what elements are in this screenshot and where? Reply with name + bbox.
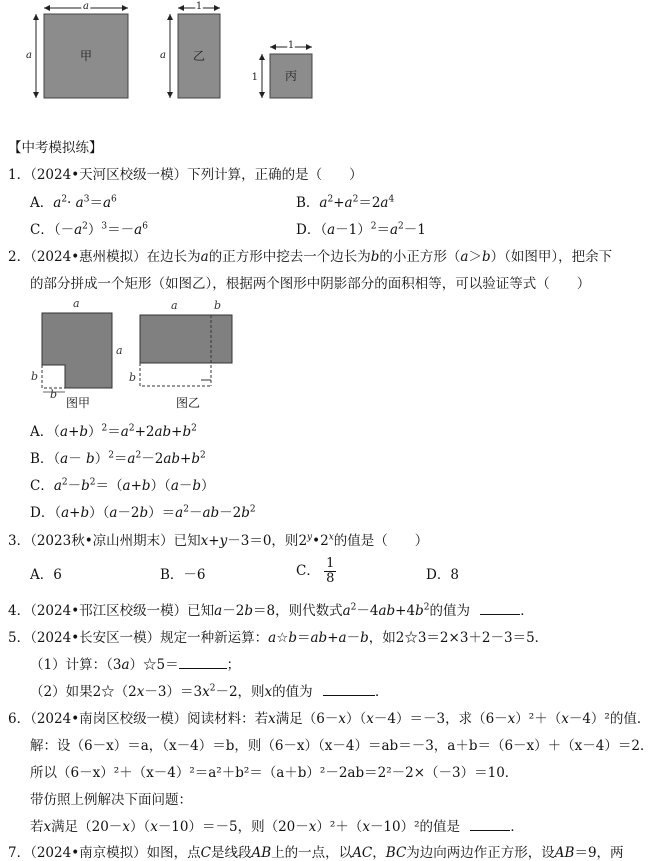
q6-line1: 6．（2024•南岗区校级一模）阅读材料：若x满足（6－x）（x－4）＝－3，求（6－x）²＋（x－4）²的值． — [8, 711, 651, 727]
svg-text:a: a — [26, 50, 32, 61]
q5-part2: （2）如果$2☆(2x-3)=3x^2-2$，则x的值为 ． — [30, 683, 389, 700]
svg-text:图乙: 图乙 — [175, 396, 201, 410]
q3-option-a[interactable]: A．6 — [30, 567, 62, 583]
svg-text:a: a — [116, 344, 123, 357]
svg-text:丙: 丙 — [284, 69, 298, 83]
svg-text:a: a — [171, 299, 178, 312]
q2-option-a[interactable]: A．$(a+b)^2=a^2+2ab+b^2$ — [30, 423, 197, 440]
q4-answer-blank[interactable] — [480, 602, 520, 615]
q7-stem: 7．（2024•南京模拟）如图，点C是线段AB上的一点，以AC，BC为边向两边作正方形，设AB＝9，两 — [8, 845, 624, 861]
q5-part1: （1）计算：（3a）☆5＝ ； — [30, 657, 241, 673]
q1-option-d[interactable]: D．$(a-1)^2=a^2-1$ — [296, 221, 426, 238]
q1-option-c[interactable]: C．$(-a^2)^3=-a^6$ — [30, 221, 148, 238]
svg-text:a: a — [73, 297, 80, 310]
svg-text:甲: 甲 — [79, 49, 93, 63]
q5-part1-blank[interactable] — [179, 656, 227, 669]
shape-jia — [42, 313, 112, 388]
svg-text:b: b — [50, 388, 58, 401]
q1-option-b[interactable]: B．$a^2+a^2=2a^4$ — [296, 194, 395, 211]
svg-text:b: b — [129, 371, 137, 384]
q1-option-a[interactable]: A．$a^2\cdot a^3=a^6$ — [30, 194, 117, 211]
q3-option-b[interactable]: B．－6 — [160, 567, 206, 583]
q5-part2-blank[interactable] — [323, 683, 375, 696]
q2-option-b[interactable]: B．$(a- b)^2=a^2-2ab+b^2$ — [30, 450, 206, 467]
q2-option-c[interactable]: C．$a^2-b^2=(a+b)(a-b)$ — [30, 477, 215, 494]
top-figures — [0, 0, 656, 110]
q2-stem-line2: 的部分拼成一个矩形（如图乙），根据两个图形中阴影部分的面积相等，可以验证等式（ ） — [30, 276, 591, 292]
svg-text:a: a — [83, 1, 89, 12]
q2-stem-line1: 2．（2024•惠州模拟）在边长为a的正方形中挖去一个边长为b的小正方形（a＞b）（如图甲），把余下 — [8, 249, 613, 265]
q4-stem: 4．（2024•邗江区校级一模）已知a－2b＝8，则代数式$a^2-4ab+4b^2$的值为 ． — [8, 602, 534, 619]
shape-yi — [140, 315, 232, 363]
q6-answer-blank[interactable] — [470, 818, 510, 831]
q2-figure — [25, 295, 255, 413]
section-title: 【中考模拟练】 — [8, 140, 103, 156]
svg-text:乙: 乙 — [192, 49, 206, 63]
q6-line2: 解：设（6－x）＝a，（x－4）＝b，则（6－x）（x－4）＝ab＝－3，a＋b＝（6－x）＋（x－4）＝2． — [30, 738, 654, 754]
svg-text:b: b — [31, 370, 39, 383]
svg-text:1: 1 — [287, 40, 295, 51]
q6-line4: 带仿照上例解决下面问题： — [30, 792, 192, 808]
q3-stem: 3．（2023秋•凉山州期末）已知x+y－3＝0，则2$^y$•2$^x$的值是（ ） — [8, 532, 429, 549]
q6-line5: 若x满足（20－x）（x－10）＝－5，则（20－x）²＋（x－10）²的值是 ． — [30, 819, 524, 835]
q6-line3: 所以（6－x）²＋（x－4）²＝a²＋b²＝（a＋b）²－2ab＝2²－2×（－3）＝10． — [30, 765, 519, 781]
q2-option-d[interactable]: D．$(a+b)(a-2b)=a^2-ab-2b^2$ — [30, 504, 256, 521]
svg-text:b: b — [214, 299, 222, 312]
svg-text:a: a — [160, 50, 166, 61]
svg-text:1: 1 — [195, 1, 203, 12]
svg-text:1: 1 — [251, 72, 258, 83]
q3-option-d[interactable]: D．8 — [426, 567, 459, 583]
q3-option-c[interactable]: C． $\frac{1}{8}$ — [296, 556, 335, 586]
q1-stem: 1．（2024•天河区校级一模）下列计算，正确的是（ ） — [8, 167, 363, 183]
q5-stem: 5．（2024•长安区一模）规定一种新运算：a☆b＝ab+a－b，如2☆3＝2×3＋2－3＝5． — [8, 630, 549, 646]
svg-text:图甲: 图甲 — [65, 396, 91, 410]
